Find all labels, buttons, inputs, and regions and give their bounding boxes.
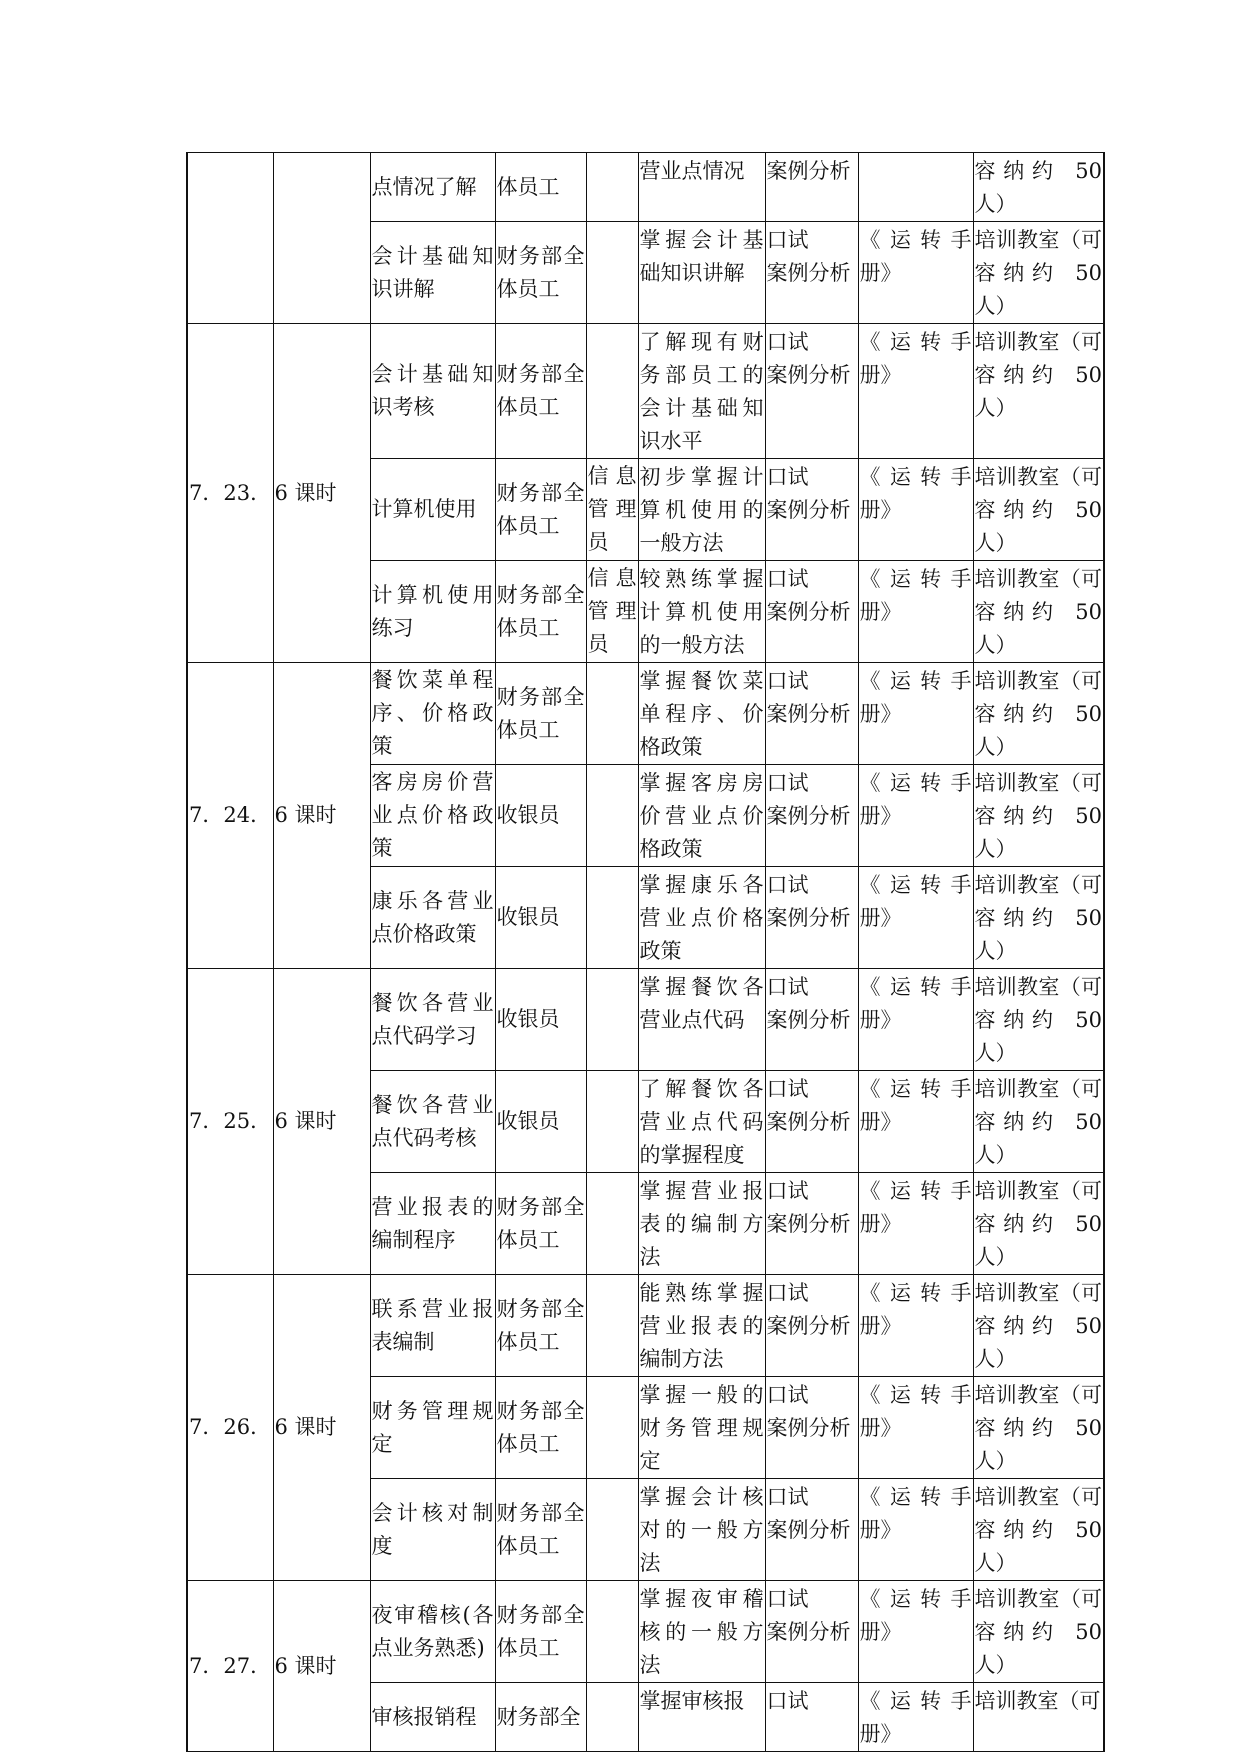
hours-cell [273,1275,370,1581]
material-cell [858,663,973,765]
lecturer-cell-text: 信息管理员 [587,464,637,554]
table-row [187,663,1104,765]
material-cell-text: 《运转手册》 [859,1587,972,1644]
assessment-method-cell [765,1581,858,1683]
training-goal-cell-text: 掌握康乐各营业点价格政策 [639,873,764,963]
training-goal-cell-text: 掌握一般的财务管理规定 [639,1383,764,1473]
venue-cell-text: 培训教室（可容纳约 50 人） [974,228,1109,318]
assessment-method-cell-text: 口试 案例分析 [766,669,851,726]
material-cell [858,1479,973,1581]
trainee-cell [495,765,586,867]
hours-cell-text: 6 课时 [274,803,337,827]
venue-cell-text: 培训教室（可容纳约 50 人） [974,975,1109,1065]
lecturer-cell [586,1377,638,1479]
lecturer-cell [586,561,638,663]
material-cell-text: 《运转手册》 [859,975,972,1032]
lecturer-cell [586,153,638,222]
session-content-cell [370,969,495,1071]
assessment-method-cell-text: 口试 案例分析 [766,975,851,1032]
venue-cell [973,969,1109,1071]
lecturer-cell [586,1581,638,1683]
lecturer-cell [586,222,638,324]
training-goal-cell-text: 掌握审核报 [639,1689,745,1713]
trainee-cell-text: 收银员 [496,905,560,929]
session-content-cell [370,1581,495,1683]
material-cell [858,765,973,867]
lecturer-cell-text: 信息管理员 [587,566,637,656]
assessment-method-cell [765,867,858,969]
hours-cell-text: 6 课时 [274,1653,337,1678]
session-content-cell [370,1173,495,1275]
trainee-cell [495,153,586,222]
training-goal-cell [638,867,765,969]
trainee-cell [495,1377,586,1479]
training-goal-cell [638,663,765,765]
hours-cell [273,969,370,1275]
session-content-cell [370,1275,495,1377]
session-content-cell-text: 客房房价营业点价格政策 [371,770,494,860]
assessment-method-cell-text: 口试 案例分析 [766,330,851,387]
material-cell-text: 《运转手册》 [859,1485,972,1542]
lecturer-cell [586,1173,638,1275]
session-content-cell [370,459,495,561]
lecturer-cell [586,765,638,867]
date-cell-text: 7．27． [189,1653,272,1678]
session-content-cell [370,1479,495,1581]
trainee-cell [495,663,586,765]
session-content-cell [370,867,495,969]
assessment-method-cell [765,153,858,222]
hours-cell-text: 6 课时 [274,480,337,505]
lecturer-cell [586,459,638,561]
assessment-method-cell-text: 口试 案例分析 [766,1587,851,1644]
session-content-cell-text: 计算机使用练习 [371,582,494,640]
trainee-cell-text: 财务部全 [496,1704,581,1729]
training-goal-cell [638,969,765,1071]
session-content-cell-text: 审核报销程 [371,1704,477,1729]
session-content-cell [370,765,495,867]
session-content-cell-text: 餐饮各营业点代码学习 [371,990,494,1048]
assessment-method-cell [765,561,858,663]
venue-cell-text: 培训教室（可容纳约 50 人） [974,873,1109,963]
material-cell-text: 《运转手册》 [859,771,972,828]
assessment-method-cell-text: 案例分析 [766,159,851,183]
material-cell-text: 《运转手册》 [859,669,972,726]
assessment-method-cell [765,1683,858,1752]
session-content-cell-text: 会计基础知识讲解 [371,243,494,301]
material-cell [858,561,973,663]
hours-cell [273,153,370,324]
hours-cell [273,1581,370,1752]
table-row [187,1275,1104,1377]
table-row [187,324,1104,459]
venue-cell [973,765,1109,867]
training-goal-cell-text: 营业点情况 [639,159,745,183]
trainee-cell-text: 收银员 [496,1109,560,1133]
assessment-method-cell-text: 口试 案例分析 [766,1485,851,1542]
venue-cell [973,1173,1109,1275]
training-schedule-table [186,152,1109,1752]
session-content-cell-text: 夜审稽核(各点业务熟悉) [371,1602,494,1660]
training-goal-cell [638,222,765,324]
session-content-cell-text: 联系营业报表编制 [371,1296,494,1354]
trainee-cell [495,1173,586,1275]
lecturer-cell [586,1479,638,1581]
material-cell [858,1071,973,1173]
venue-cell [973,1071,1109,1173]
training-goal-cell [638,1275,765,1377]
lecturer-cell [586,1275,638,1377]
assessment-method-cell [765,459,858,561]
venue-cell [973,459,1109,561]
material-cell-text: 《运转手册》 [859,873,972,930]
training-goal-cell [638,1173,765,1275]
session-content-cell-text: 点情况了解 [371,174,477,199]
trainee-cell-text: 财务部全体员工 [496,1500,585,1558]
venue-cell-text: 培训教室（可容纳约 50 人） [974,1077,1109,1167]
session-content-cell-text: 餐饮菜单程序、价格政策 [371,668,494,758]
date-cell [187,1581,273,1752]
assessment-method-cell-text: 口试 案例分析 [766,567,851,624]
material-cell-text: 《运转手册》 [859,567,972,624]
venue-cell-text: 培训教室（可容纳约 50 人） [974,1281,1109,1371]
material-cell-text: 《运转手册》 [859,1281,972,1338]
date-cell [187,663,273,969]
material-cell-text: 《运转手册》 [859,1383,972,1440]
hours-cell [273,663,370,969]
training-goal-cell-text: 掌握夜审稽核的一般方法 [639,1587,764,1677]
training-goal-cell [638,1683,765,1752]
session-content-cell-text: 餐饮各营业点代码考核 [371,1092,494,1150]
assessment-method-cell [765,969,858,1071]
trainee-cell-text: 收银员 [496,803,560,827]
session-content-cell-text: 计算机使用 [371,497,477,521]
date-cell [187,153,273,324]
venue-cell-text: 培训教室（可容纳约 50 人） [974,330,1109,420]
material-cell [858,1377,973,1479]
training-goal-cell-text: 较熟练掌握计算机使用的一般方法 [639,567,764,657]
session-content-cell-text: 营业报表的编制程序 [371,1194,494,1252]
venue-cell [973,222,1109,324]
venue-cell [973,1479,1109,1581]
venue-cell [973,1377,1109,1479]
training-goal-cell [638,1071,765,1173]
venue-cell-text: 容纳约 50 人） [974,159,1109,216]
assessment-method-cell [765,324,858,459]
trainee-cell [495,1683,586,1752]
table-body [187,153,1109,1752]
training-goal-cell-text: 能熟练掌握营业报表的编制方法 [639,1281,764,1371]
date-cell [187,324,273,663]
training-goal-cell-text: 了解餐饮各营业点代码的掌握程度 [639,1077,764,1167]
session-content-cell [370,1377,495,1479]
trainee-cell-text: 体员工 [496,174,560,199]
trainee-cell-text: 财务部全体员工 [496,1602,585,1660]
session-content-cell [370,1071,495,1173]
assessment-method-cell [765,1377,858,1479]
venue-cell-text: 培训教室（可容纳约 50 人） [974,465,1109,555]
material-cell-text: 《运转手册》 [859,1179,972,1236]
assessment-method-cell-text: 口试 案例分析 [766,1077,851,1134]
session-content-cell [370,1683,495,1752]
trainee-cell-text: 收银员 [496,1007,560,1031]
assessment-method-cell-text: 口试 案例分析 [766,771,851,828]
trainee-cell [495,561,586,663]
lecturer-cell [586,1071,638,1173]
assessment-method-cell [765,1479,858,1581]
venue-cell [973,1683,1104,1752]
venue-cell-text: 培训教室（可容纳约 50 人） [974,1383,1109,1473]
hours-cell-text: 6 课时 [274,1415,337,1439]
hours-cell [273,324,370,663]
training-goal-cell [638,561,765,663]
venue-cell-text: 培训教室（可容纳约 50 人） [974,1179,1109,1269]
trainee-cell-text: 财务部全体员工 [496,1296,585,1354]
lecturer-cell [586,969,638,1071]
material-cell [858,153,973,222]
trainee-cell-text: 财务部全体员工 [496,684,585,742]
material-cell [858,969,973,1071]
trainee-cell [495,222,586,324]
material-cell-text: 《运转手册》 [859,330,972,387]
assessment-method-cell-text: 口试 案例分析 [766,228,851,285]
trainee-cell-text: 财务部全体员工 [496,582,585,640]
trainee-cell [495,867,586,969]
venue-cell-text: 培训教室（可容纳约 50 人） [974,1587,1109,1677]
table-row [187,153,1104,222]
training-goal-cell-text: 掌握餐饮菜单程序、价格政策 [639,669,764,759]
material-cell-text: 《运转手册》 [859,1689,972,1746]
assessment-method-cell-text: 口试 案例分析 [766,465,851,522]
training-goal-cell [638,1377,765,1479]
date-cell-text: 7．26． [189,1415,272,1439]
date-cell-text: 7．23． [189,480,272,505]
assessment-method-cell [765,663,858,765]
venue-cell-text: 培训教室（可容纳约 50 人） [974,669,1109,759]
material-cell [858,1275,973,1377]
material-cell [858,1683,973,1752]
material-cell [858,1173,973,1275]
material-cell [858,459,973,561]
venue-cell-text: 培训教室（可容纳约 50 人） [974,771,1109,861]
venue-cell-text: 培训教室（可 [974,1689,1101,1713]
training-goal-cell-text: 掌握餐饮各营业点代码 [639,975,764,1032]
material-cell-text: 《运转手册》 [859,465,972,522]
venue-cell-text: 培训教室（可容纳约 50 人） [974,567,1109,657]
date-cell [187,1275,273,1581]
trainee-cell-text: 财务部全体员工 [496,480,585,538]
assessment-method-cell-text: 口试 [766,1689,809,1713]
table-row [187,1581,1104,1683]
trainee-cell [495,1071,586,1173]
training-goal-cell-text: 初步掌握计算机使用的一般方法 [639,465,764,555]
material-cell-text: 《运转手册》 [859,228,972,285]
assessment-method-cell-text: 口试 案例分析 [766,1281,851,1338]
session-content-cell-text: 康乐各营业点价格政策 [371,888,494,946]
lecturer-cell [586,867,638,969]
trainee-cell [495,1479,586,1581]
training-goal-cell [638,459,765,561]
material-cell-text: 《运转手册》 [859,1077,972,1134]
trainee-cell [495,1581,586,1683]
venue-cell [973,663,1109,765]
venue-cell [973,1275,1109,1377]
venue-cell-text: 培训教室（可容纳约 50 人） [974,1485,1109,1575]
training-goal-cell-text: 掌握会计核对的一般方法 [639,1485,764,1575]
training-goal-cell-text: 掌握营业报表的编制方法 [639,1179,764,1269]
table-row [187,969,1104,1071]
session-content-cell-text: 会计核对制度 [371,1500,494,1558]
trainee-cell [495,324,586,459]
hours-cell-text: 6 课时 [274,1109,337,1133]
material-cell [858,324,973,459]
material-cell [858,222,973,324]
assessment-method-cell [765,222,858,324]
material-cell [858,1581,973,1683]
material-cell [858,867,973,969]
assessment-method-cell [765,1071,858,1173]
date-cell-text: 7．25． [189,1109,272,1133]
venue-cell [973,1581,1109,1683]
trainee-cell [495,459,586,561]
venue-cell [973,561,1109,663]
session-content-cell [370,663,495,765]
assessment-method-cell [765,1275,858,1377]
trainee-cell-text: 财务部全体员工 [496,362,585,419]
training-goal-cell [638,765,765,867]
training-goal-cell [638,324,765,459]
assessment-method-cell [765,1173,858,1275]
session-content-cell [370,561,495,663]
trainee-cell-text: 财务部全体员工 [496,1398,585,1456]
training-goal-cell [638,1479,765,1581]
lecturer-cell [586,324,638,459]
session-content-cell-text: 财务管理规定 [371,1398,494,1456]
session-content-cell [370,324,495,459]
assessment-method-cell-text: 口试 案例分析 [766,1383,851,1440]
session-content-cell-text: 会计基础知识考核 [371,362,494,419]
training-goal-cell [638,1581,765,1683]
lecturer-cell [586,663,638,765]
date-cell [187,969,273,1275]
trainee-cell [495,969,586,1071]
trainee-cell-text: 财务部全体员工 [496,243,585,301]
training-goal-cell-text: 了解现有财务部员工的会计基础知识水平 [639,330,764,453]
assessment-method-cell-text: 口试 案例分析 [766,1179,851,1236]
venue-cell [973,867,1109,969]
venue-cell [973,324,1109,459]
training-goal-cell-text: 掌握会计基础知识讲解 [639,228,764,285]
assessment-method-cell [765,765,858,867]
training-goal-cell-text: 掌握客房房价营业点价格政策 [639,771,764,861]
session-content-cell [370,222,495,324]
lecturer-cell [586,1683,638,1752]
trainee-cell [495,1275,586,1377]
session-content-cell [370,153,495,222]
trainee-cell-text: 财务部全体员工 [496,1194,585,1252]
venue-cell [973,153,1109,222]
date-cell-text: 7．24． [189,803,272,827]
training-goal-cell [638,153,765,222]
assessment-method-cell-text: 口试 案例分析 [766,873,851,930]
